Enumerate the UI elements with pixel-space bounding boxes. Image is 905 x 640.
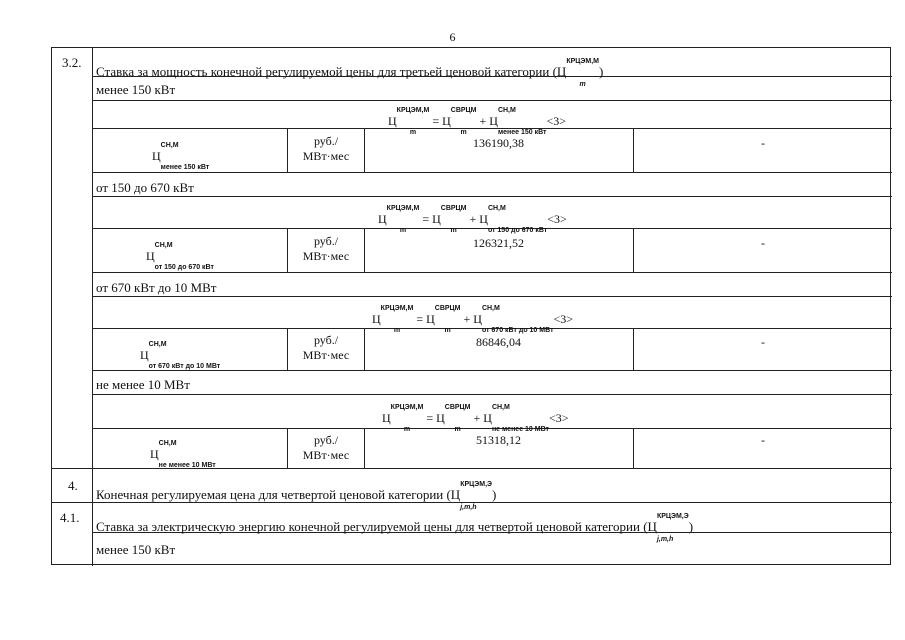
range-label: менее 150 кВт bbox=[96, 82, 176, 97]
unit: руб./ МВт·мес bbox=[302, 234, 350, 263]
range-label: не менее 10 МВт bbox=[96, 377, 190, 392]
range-label: от 150 до 670 кВт bbox=[96, 180, 194, 195]
row-number: 3.2. bbox=[62, 55, 82, 70]
row-title: Ставка за мощность конечной регулируемой цены для третьей ценовой категории ($Ц^{КРЦЭМ,М}$ $_m$) bbox=[96, 58, 604, 88]
row-title: Ставка за электрическую энергию конечной регулируемой цены для четвертой ценовой категории ($Ц^{КРЦЭМ,Э}$ $_{j,m,h}$) bbox=[96, 513, 694, 543]
formula: $Ц^{КРЦЭМ,М}$ $_m = Ц^{СВРЦМ}$ $_m + Ц^{СН,М}$ $_{от 150 до 670 кВт}$<3> bbox=[378, 205, 567, 234]
unit: руб./ МВт·мес bbox=[302, 433, 350, 462]
component-symbol: $Ц^{СН,М}$ $_{не менее 10 МВт}$ bbox=[150, 440, 216, 469]
range-label: от 670 кВт до 10 МВт bbox=[96, 280, 217, 295]
unit: руб./ МВт·мес bbox=[302, 134, 350, 163]
formula: $Ц^{КРЦЭМ,М}$ $_m = Ц^{СВРЦМ}$ $_m + Ц^{СН,М}$ $_{менее 150 кВт}$<3> bbox=[388, 107, 567, 136]
range-label: менее 150 кВт bbox=[96, 542, 176, 557]
value: 136190,38 bbox=[473, 136, 524, 150]
formula: $Ц^{КРЦЭМ,М}$ $_m = Ц^{СВРЦМ}$ $_m + Ц^{СН,М}$ $_{не менее 10 МВт}$<3> bbox=[382, 404, 569, 433]
tariff-table bbox=[51, 47, 891, 565]
dash: - bbox=[761, 236, 765, 250]
dash: - bbox=[761, 433, 765, 447]
dash: - bbox=[761, 335, 765, 349]
row-number: 4. bbox=[68, 478, 78, 493]
page-number: 6 bbox=[449, 30, 456, 44]
value: 126321,52 bbox=[473, 236, 524, 250]
component-symbol: $Ц^{СН,М}$ $_{от 150 до 670 кВт}$ bbox=[146, 242, 214, 271]
component-symbol: $Ц^{СН,М}$ $_{от 670 кВт до 10 МВт}$ bbox=[140, 341, 221, 370]
row-title: Конечная регулируемая цена для четвертой ценовой категории ($Ц^{КРЦЭМ,Э}$ $_{j,m,h}$) bbox=[96, 481, 497, 511]
value: 86846,04 bbox=[476, 335, 521, 349]
formula: $Ц^{КРЦЭМ,М}$ $_m = Ц^{СВРЦМ}$ $_m + Ц^{СН,М}$ $_{от 670 кВт до 10 МВт}$<3> bbox=[372, 305, 574, 334]
row-number: 4.1. bbox=[60, 510, 80, 525]
dash: - bbox=[761, 136, 765, 150]
component-symbol: $Ц^{СН,М}$ $_{менее 150 кВт}$ bbox=[152, 142, 210, 171]
value: 51318,12 bbox=[476, 433, 521, 447]
unit: руб./ МВт·мес bbox=[302, 333, 350, 362]
